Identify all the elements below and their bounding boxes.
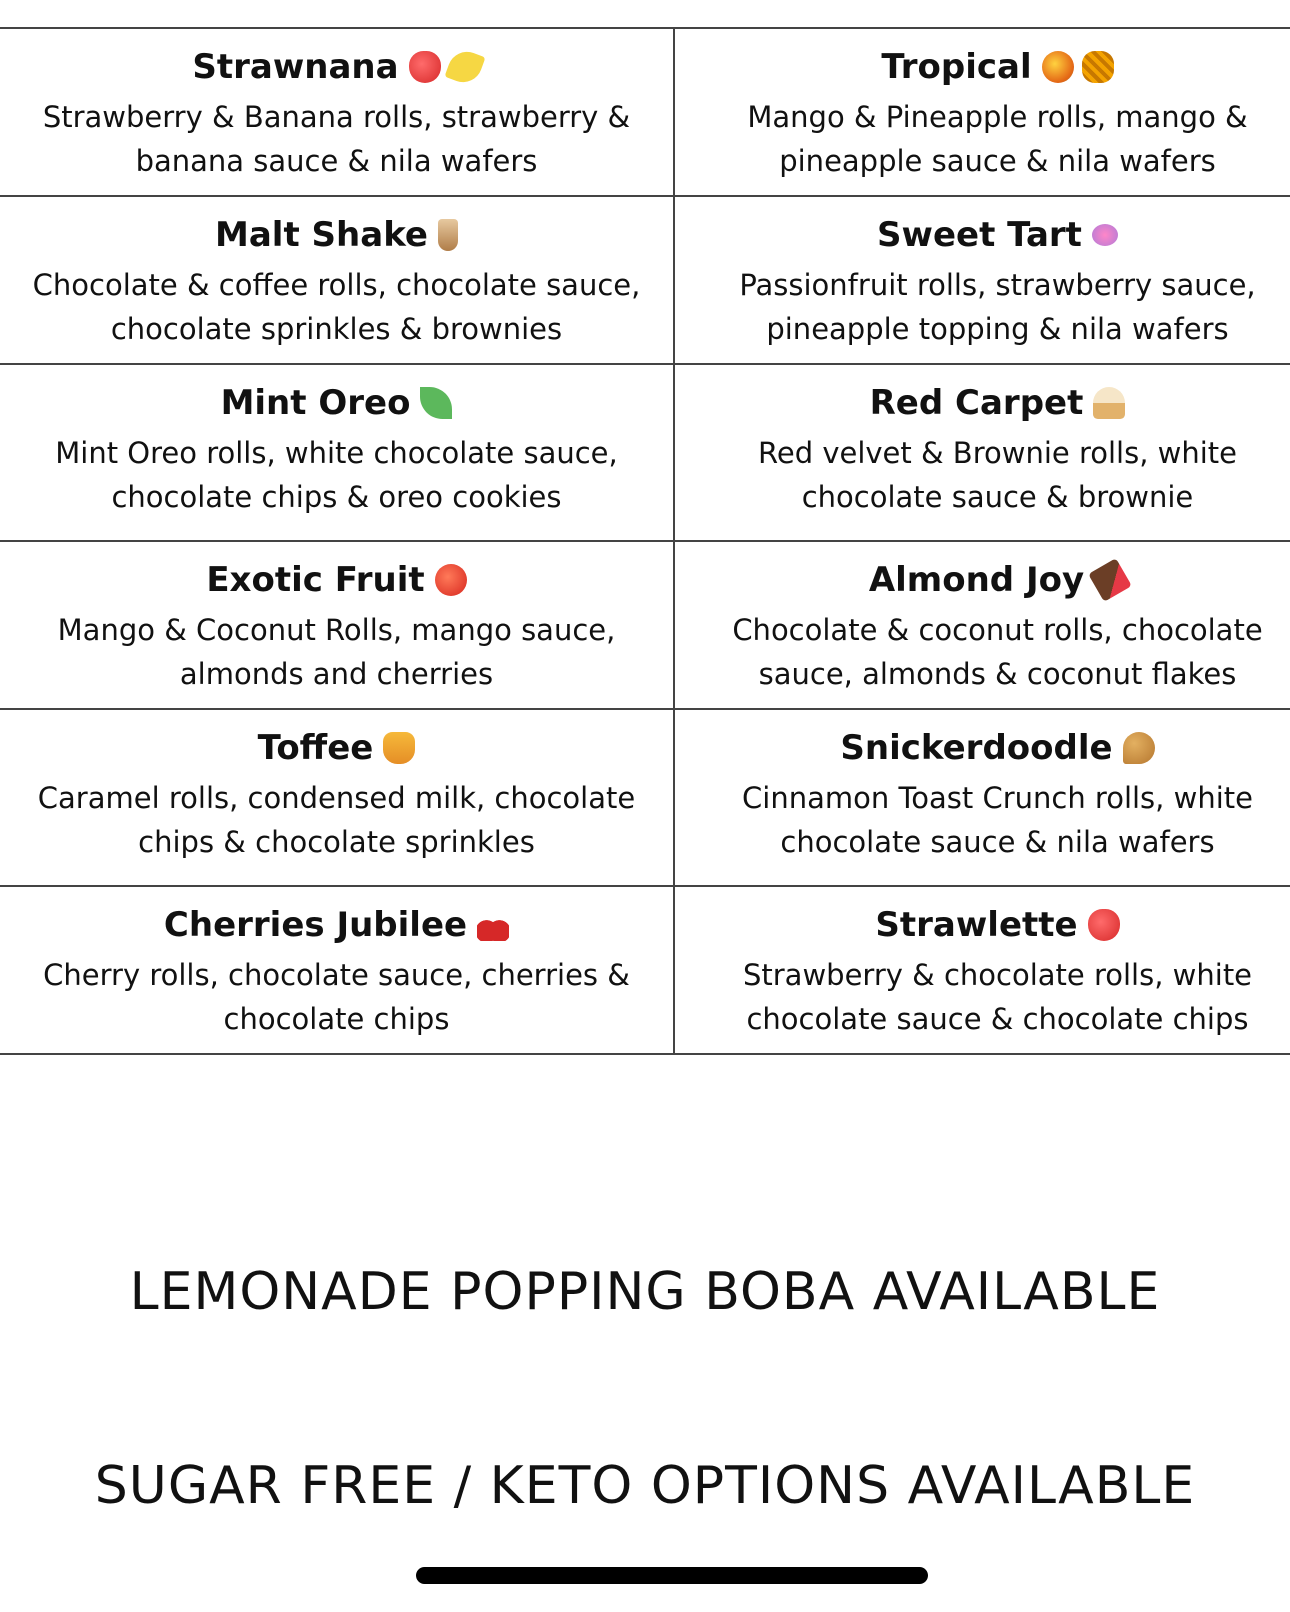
menu-item — [675, 29, 1290, 195]
menu-item-description-line: Cherry rolls, chocolate sauce, cherries & — [43, 958, 630, 992]
menu-item-description — [741, 95, 1253, 183]
menu-item-emoji-group — [435, 564, 467, 596]
menu-item-emoji-group — [1123, 732, 1155, 764]
menu-item-title-row — [881, 45, 1113, 89]
menu-item-description-line: Mango & Pineapple rolls, mango & — [747, 100, 1248, 134]
menu-item-title: Exotic Fruit — [206, 560, 425, 600]
menu-item — [675, 365, 1290, 540]
menu-item — [0, 29, 675, 195]
chocolate-icon — [1088, 558, 1132, 602]
menu-item-title: Sweet Tart — [877, 215, 1082, 255]
menu-item-title-row — [869, 558, 1126, 602]
menu-item-description — [32, 776, 641, 864]
menu-item-description-line: chocolate chips — [223, 1002, 450, 1036]
menu-item-description-line: Mango & Coconut Rolls, mango sauce, — [57, 613, 616, 647]
menu-item-title: Strawnana — [192, 47, 399, 87]
menu-item-emoji-group — [1093, 387, 1125, 419]
menu-item-description — [726, 608, 1268, 696]
menu-item-description-line: chocolate sauce & nila wafers — [780, 825, 1215, 859]
menu-item-description — [52, 608, 622, 696]
tomato-icon — [435, 564, 467, 596]
menu-item-title-row — [875, 903, 1119, 947]
menu-item-description-line: Mint Oreo rolls, white chocolate sauce, — [55, 436, 618, 470]
menu-item-title-row — [840, 726, 1154, 770]
menu-item — [0, 887, 675, 1053]
menu-item-description — [733, 263, 1261, 351]
menu-item-title: Mint Oreo — [220, 383, 411, 423]
menu-item-title-row — [877, 213, 1118, 257]
keto-notice: SUGAR FREE / KETO OPTIONS AVAILABLE — [94, 1456, 1196, 1516]
menu-item — [0, 710, 675, 885]
menu-item-title-row — [164, 903, 509, 947]
menu-item-title: Cherries Jubilee — [163, 905, 468, 945]
menu-item-description-line: sauce, almonds & coconut flakes — [758, 657, 1237, 691]
menu-row — [0, 542, 1290, 710]
menu-item-title-row — [221, 381, 453, 425]
menu-item-description-line: chips & chocolate sprinkles — [138, 825, 535, 859]
menu-item-title-row — [258, 726, 416, 770]
cherries-icon — [477, 909, 509, 941]
strawberry-icon — [409, 51, 441, 83]
menu-item-description-line: Strawberry & Banana rolls, strawberry & — [42, 100, 631, 134]
menu-item-emoji-group — [1088, 909, 1120, 941]
home-indicator[interactable] — [416, 1567, 928, 1584]
menu-item-emoji-group — [477, 909, 509, 941]
menu-item-title-row — [192, 45, 480, 89]
menu-item-description-line: Strawberry & chocolate rolls, white — [742, 958, 1253, 992]
menu-item — [675, 887, 1290, 1053]
menu-item-description-line: chocolate sauce & chocolate chips — [746, 1002, 1249, 1036]
menu-item-description-line: banana sauce & nila wafers — [135, 144, 538, 178]
cookie-icon — [1123, 732, 1155, 764]
menu-item-title: Red Carpet — [869, 383, 1084, 423]
menu-item-title: Malt Shake — [215, 215, 428, 255]
menu-item-emoji-group — [1042, 51, 1114, 83]
menu-item-title: Almond Joy — [868, 560, 1085, 600]
menu-row — [0, 197, 1290, 365]
leaf-icon — [420, 387, 452, 419]
menu-item-emoji-group — [438, 219, 458, 251]
mango-icon — [1042, 51, 1074, 83]
menu-item-description-line: almonds and cherries — [179, 657, 494, 691]
menu-item-description-line: chocolate sauce & brownie — [801, 480, 1194, 514]
menu-item-description-line: Caramel rolls, condensed milk, chocolate — [37, 781, 636, 815]
menu-item — [0, 365, 675, 540]
menu-item-title: Strawlette — [875, 905, 1078, 945]
pineapple-icon — [1082, 51, 1114, 83]
menu-item-description-line: pineapple topping & nila wafers — [766, 312, 1229, 346]
strawberry-icon — [1088, 909, 1120, 941]
honey-pot-icon — [383, 732, 415, 764]
boba-icon — [438, 219, 458, 251]
menu-item-emoji-group — [1094, 564, 1126, 596]
boba-notice: LEMONADE POPPING BOBA AVAILABLE — [129, 1262, 1161, 1322]
menu-item-description — [37, 95, 636, 183]
banana-icon — [444, 46, 485, 87]
menu-item-title-row — [206, 558, 466, 602]
menu-row — [0, 365, 1290, 542]
menu-row — [0, 710, 1290, 887]
menu-item — [675, 542, 1290, 708]
cupcake-icon — [1093, 387, 1125, 419]
menu-item-description — [37, 953, 636, 1041]
menu-item-title-row — [215, 213, 458, 257]
menu-item-description-line: chocolate sprinkles & brownies — [110, 312, 563, 346]
menu-item-description — [737, 953, 1258, 1041]
menu-item-title: Snickerdoodle — [840, 728, 1113, 768]
menu-item-description-line: Red velvet & Brownie rolls, white — [758, 436, 1237, 470]
menu-item-emoji-group — [409, 51, 481, 83]
menu-item-description-line: Chocolate & coffee rolls, chocolate sauce, — [32, 268, 641, 302]
menu-item-description — [27, 263, 647, 351]
menu-item — [675, 710, 1290, 885]
menu-item-description — [49, 431, 624, 519]
menu-item-emoji-group — [420, 387, 452, 419]
menu-item-title-row — [870, 381, 1126, 425]
menu-item-description — [752, 431, 1243, 519]
menu-item-emoji-group — [1092, 224, 1118, 246]
menu-item-description-line: chocolate chips & oreo cookies — [111, 480, 562, 514]
menu-item — [675, 197, 1290, 363]
menu-row — [0, 29, 1290, 197]
candy-icon — [1092, 224, 1118, 246]
menu-item — [0, 542, 675, 708]
menu-item-description-line: pineapple sauce & nila wafers — [779, 144, 1216, 178]
menu-item-emoji-group — [383, 732, 415, 764]
menu-item-title: Tropical — [881, 47, 1032, 87]
menu-table — [0, 27, 1290, 1055]
menu-item-title: Toffee — [257, 728, 374, 768]
menu-item-description — [736, 776, 1259, 864]
menu-item-description-line: Chocolate & coconut rolls, chocolate — [732, 613, 1263, 647]
menu-item-description-line: Cinnamon Toast Crunch rolls, white — [742, 781, 1253, 815]
menu-row — [0, 887, 1290, 1055]
menu-item-description-line: Passionfruit rolls, strawberry sauce, — [739, 268, 1256, 302]
menu-item — [0, 197, 675, 363]
